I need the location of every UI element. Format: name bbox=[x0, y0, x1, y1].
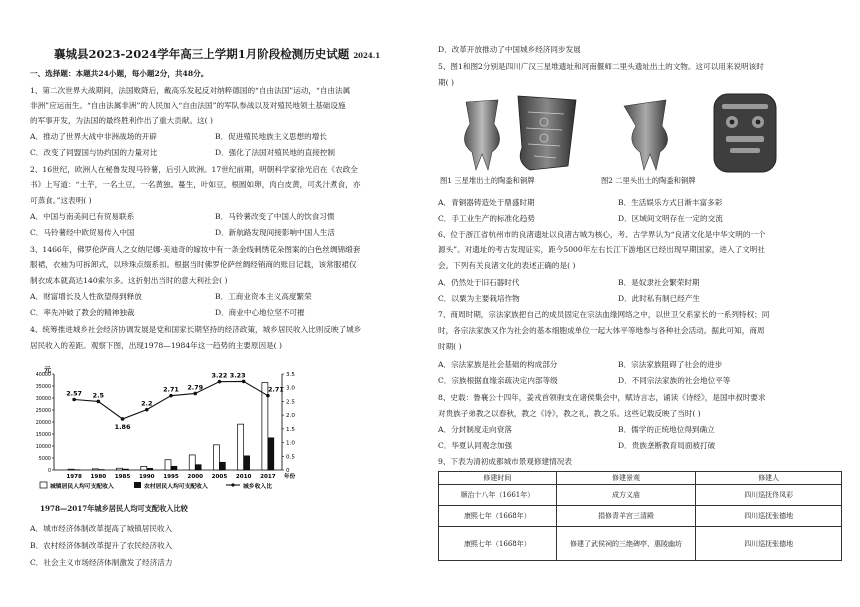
x-tick-label: 1990 bbox=[138, 474, 155, 480]
q6-option-b[interactable]: B．是奴隶社会繁荣时期 bbox=[618, 278, 700, 287]
q6-line: 会。下列有关良渚文化的表述正确的是( ) bbox=[438, 261, 576, 270]
q3-option-a[interactable]: A．财富增长及人性欲望得到释放 bbox=[30, 292, 142, 301]
ratio-point bbox=[193, 392, 197, 396]
q1-line: 1、第二次世界大战期间，法国败降后，戴高乐发起反对纳粹德国的“自由法国”运动，“自由法属 bbox=[30, 86, 351, 95]
table-cell: 四川巡抚张德地 bbox=[696, 506, 842, 527]
table-row bbox=[439, 506, 842, 527]
q1-line: 非洲”应运而生。“自由法属非洲”的人民加入“自由法国”的军队参战以及对殖民地领土基础设施 bbox=[30, 101, 346, 110]
ratio-point bbox=[121, 417, 125, 421]
q3-line: 制衣成本就高达140索尔多。这折射出当时的意大利社会( ) bbox=[30, 276, 228, 285]
y-tick-label-left: 25000 bbox=[35, 409, 51, 414]
table-row bbox=[439, 485, 842, 506]
table-cell: 康熙七年（1668年） bbox=[439, 506, 557, 527]
q8-line: 8、史载：鲁襄公十四年，姜戎首领驹支在诸侯集会中，赋诗言志，诵读《诗经》，是国申叔时要求 bbox=[438, 393, 766, 402]
q6-line: 源头”。对遗址的考古发现证实，距今5000年左右长江下游地区已经出现早期国家，进入了文明社 bbox=[438, 245, 765, 254]
y-tick-label-left: 40000 bbox=[35, 373, 51, 378]
x-tick-label: 2010 bbox=[235, 474, 252, 480]
q2-option-b[interactable]: B．马铃薯改变了中国人的饮食习惯 bbox=[215, 212, 335, 221]
y-axis-left-unit: 元 bbox=[44, 366, 51, 374]
ratio-data-label: 2.57 bbox=[66, 389, 83, 398]
section-heading: 一、选择题：本题共24小题，每小题2分，共48分。 bbox=[30, 69, 209, 78]
q8-option-b[interactable]: B．儒学的正统地位得到确立 bbox=[618, 425, 715, 434]
y-tick-label-right: 1.0 bbox=[286, 440, 295, 447]
table-row bbox=[439, 527, 842, 561]
q7-line: 时，各宗法家族又作为社会的基本细胞成单位一起大体平等地参与各种社会活动。据此可知，商周 bbox=[438, 326, 765, 335]
table-cell: 顺治十八年（1661年） bbox=[439, 485, 557, 506]
ratio-data-label: 2.5 bbox=[92, 391, 104, 400]
table-header-row bbox=[439, 472, 842, 485]
q3-line: 3、1466年，佛罗伦萨商人之女纳尼娜·美迪奇的嫁妆中有一条金线刺绣花朵图案的白色丝绸锦缎套 bbox=[30, 245, 361, 254]
y-tick-label-right: 3.5 bbox=[286, 372, 295, 378]
q6-line: 6、位于浙江省杭州市的良渚遗址以良渚古城为核心，考、古学界认为“良渚文化是中华文明的一个 bbox=[438, 230, 766, 239]
x-tick-label: 2005 bbox=[211, 474, 228, 480]
bar-urban bbox=[165, 460, 171, 470]
q6-option-d[interactable]: D．此时私有制已经产生 bbox=[618, 294, 701, 303]
q7-option-a[interactable]: A．宗法家族是社会基础的构成部分 bbox=[438, 360, 558, 369]
ratio-data-label: 2.71 bbox=[163, 385, 179, 394]
y-tick-label-left: 10000 bbox=[35, 445, 51, 450]
bar-urban bbox=[238, 424, 244, 470]
legend-urban-swatch bbox=[40, 482, 47, 488]
q2-line: 2、16世纪，欧洲人在秘鲁发现马铃薯，后引入欧洲。17世纪前期，明朝科学家徐光启在《农政全 bbox=[30, 165, 358, 174]
q3-option-c[interactable]: C．率先冲破了教会的精神独裁 bbox=[30, 308, 135, 317]
ratio-point bbox=[266, 394, 270, 398]
q9-table bbox=[438, 471, 842, 561]
q4-option-d[interactable]: D．改革开放推动了中国城乡经济同步发展 bbox=[438, 45, 581, 54]
q6-option-c[interactable]: C．以粟为主要栽培作物 bbox=[438, 294, 520, 303]
y-tick-label-left: 15000 bbox=[35, 433, 51, 438]
q4-option-b[interactable]: B．农村经济体制改革提升了农民经济收入 bbox=[30, 541, 173, 550]
q1-option-b[interactable]: B．促进殖民地族主义思想的增长 bbox=[215, 132, 327, 141]
bar-rural bbox=[123, 469, 129, 470]
q8-line: 对贵族子弟教之以春秋，教之《诗》，教之礼，教之乐。这些记载反映了当时( ) bbox=[438, 409, 701, 418]
y-tick-label-left: 0 bbox=[47, 469, 51, 474]
fig1-caption: 图1 三星堆出土的陶盉和铜牌 bbox=[440, 176, 535, 185]
y-tick-label-right: 2.5 bbox=[286, 399, 295, 406]
x-tick-label: 1995 bbox=[163, 474, 179, 480]
legend-urban-label: 城镇居民人均可支配收入 bbox=[50, 484, 114, 490]
y-tick-label-right: 0.5 bbox=[286, 454, 295, 461]
y-tick-label-right: 3.0 bbox=[286, 385, 295, 392]
x-tick-label: 1978 bbox=[66, 474, 82, 480]
q6-option-a[interactable]: A．仍然处于旧石器时代 bbox=[438, 278, 520, 287]
table-cell: 捐修青羊宫三清殿 bbox=[556, 506, 696, 527]
q7-option-d[interactable]: D．不同宗法家族的社会地位平等 bbox=[618, 376, 731, 385]
table-cell: 四川巡抚佟凤彩 bbox=[696, 485, 842, 506]
bar-rural bbox=[219, 462, 225, 470]
x-tick-label: 1985 bbox=[114, 474, 131, 480]
q3-option-b[interactable]: B．工商业资本主义高度繁荣 bbox=[215, 292, 312, 301]
legend-rural-swatch bbox=[134, 482, 141, 488]
q9-line: 9、下表为清初成都城市景观修建情况表 bbox=[438, 457, 572, 466]
q5-line: 期( ) bbox=[438, 78, 454, 87]
y-tick-label-right: 1.5 bbox=[286, 426, 295, 433]
ratio-point bbox=[97, 400, 101, 404]
x-tick-label: 2017 bbox=[260, 474, 276, 480]
table-header: 修建时间 bbox=[439, 472, 557, 485]
table-cell: 康熙七年（1668年） bbox=[439, 527, 557, 561]
y-tick-label-right: 0 bbox=[286, 468, 290, 474]
chart-title: 1978—2017年城乡居民人均可支配收入比较 bbox=[40, 504, 188, 513]
table-header: 修建景观 bbox=[556, 472, 696, 485]
fig2-caption: 图2 二里头出土的陶盉和铜牌 bbox=[601, 176, 696, 185]
ratio-point bbox=[145, 408, 149, 412]
legend-ratio-marker bbox=[231, 483, 234, 486]
y-tick-label-left: 30000 bbox=[35, 397, 51, 402]
ratio-data-label: 2.2 bbox=[141, 399, 153, 408]
ratio-data-label: 3.22 bbox=[211, 371, 228, 380]
q5-option-c[interactable]: C．手工业生产的标准化趋势 bbox=[438, 214, 535, 223]
table-cell: 修建了武侯祠的三绝碑亭、惠陵幽坊 bbox=[556, 527, 696, 561]
q2-option-d[interactable]: D．新航路发现间接影响中国人生活 bbox=[215, 228, 335, 237]
q1-option-c[interactable]: C．改变了同盟国与协约国的力量对比 bbox=[30, 148, 158, 157]
ratio-point bbox=[72, 398, 76, 402]
x-axis-suffix: 年份 bbox=[284, 474, 296, 480]
bar-urban bbox=[68, 469, 74, 470]
q7-line: 时期( ) bbox=[438, 342, 462, 351]
q3-line: 服裙，衣袖为可拆卸式，以珍珠点缀系扣。根据当时佛罗伦萨丝绸经销商的账目记载，该常服裙仅 bbox=[30, 260, 357, 269]
income-chart bbox=[30, 364, 312, 504]
q1-option-d[interactable]: D．强化了法国对殖民地的直接控制 bbox=[215, 148, 335, 157]
q2-line: 书》上写道：“土芋，一名土豆，一名黄独。蔓生，叶如豆，根圆如卵，肉白皮黄，可炙汁煮食，亦 bbox=[30, 180, 361, 189]
sanxingdui-artifacts-image bbox=[448, 92, 598, 174]
chart-labels bbox=[40, 371, 284, 490]
q5-option-a[interactable]: A．青铜器铸造处于鼎盛时期 bbox=[438, 198, 535, 207]
bar-urban bbox=[141, 466, 147, 470]
bar-urban bbox=[92, 469, 98, 470]
ratio-point bbox=[242, 380, 246, 384]
y-tick-label-left: 35000 bbox=[35, 385, 51, 390]
bar-urban bbox=[117, 468, 123, 470]
y-tick-label-left: 5000 bbox=[38, 457, 51, 462]
bar-urban bbox=[189, 455, 195, 470]
bar-urban bbox=[213, 445, 219, 470]
q8-option-c[interactable]: C．华夏认同观念加强 bbox=[438, 441, 513, 450]
q7-line: 7、商周时期，宗法家族把自己的成员固定在宗法血缘网络之中，以世卫父系家长的一系列特权；同 bbox=[438, 310, 770, 319]
q1-line: 的军事开发，为法国的最终胜利作出了重大贡献。这( ) bbox=[30, 116, 213, 125]
bar-rural bbox=[171, 466, 177, 470]
q5-line: 5、图1和图2分别是四川广汉三星堆遗址和河南偃师二里头遗址出土的文物。这可以用来说明该时 bbox=[438, 62, 764, 71]
table-cell: 成方义庙 bbox=[556, 485, 696, 506]
table-cell: 四川巡抚张德地 bbox=[696, 527, 842, 561]
bar-rural bbox=[268, 438, 274, 470]
q1-option-a[interactable]: A．推动了世界大战中非洲战场的开辟 bbox=[30, 132, 157, 141]
ratio-data-label: 3.23 bbox=[229, 371, 246, 380]
ratio-point bbox=[169, 394, 173, 398]
date-tag: 2024.1 bbox=[353, 51, 381, 60]
bar-rural bbox=[195, 465, 201, 470]
q4-option-c[interactable]: C．社会主义市场经济体制激发了经济活力 bbox=[30, 558, 173, 567]
x-tick-label: 1980 bbox=[90, 474, 107, 480]
erlitou-artifacts-image bbox=[614, 92, 824, 174]
q2-option-c[interactable]: C．马铃薯经中欧贸易传入中国 bbox=[30, 228, 135, 237]
q3-option-d[interactable]: D．商业中心地位坚不可摧 bbox=[215, 308, 305, 317]
q4-line: 居民收入的差距。观察下图，出现1978—1984年这一趋势的主要原因是( ) bbox=[30, 341, 283, 350]
q7-option-b[interactable]: B．宗法家族阻碍了社会的进步 bbox=[618, 360, 723, 369]
x-tick-label: 2000 bbox=[187, 474, 204, 480]
ratio-point bbox=[218, 380, 222, 384]
q4-line: 4、统筹推进城乡社会经济协调发展是党和国家长期坚持的经济政策，城乡居民收入比则反映了城乡 bbox=[30, 325, 362, 334]
q8-option-d[interactable]: D．贵族垄断教育局面被打破 bbox=[618, 441, 716, 450]
ratio-data-label: 2.79 bbox=[187, 383, 204, 392]
legend-ratio-label: 城乡收入比 bbox=[243, 484, 272, 490]
q7-option-c[interactable]: C．宗族根据血缘亲疏决定内部等级 bbox=[438, 376, 558, 385]
q2-option-a[interactable]: A．中国与南美间已有贸易联系 bbox=[30, 212, 135, 221]
table-header: 修建人 bbox=[696, 472, 842, 485]
q2-line: 可蒸食。”这表明( ) bbox=[30, 196, 92, 205]
bar-rural bbox=[147, 468, 153, 470]
ratio-data-label: 1.86 bbox=[114, 422, 131, 431]
q4-option-a[interactable]: A．城市经济体制改革提高了城镇居民收入 bbox=[30, 524, 173, 533]
q5-option-b[interactable]: B．生活娱乐方式日渐丰富多彩 bbox=[618, 198, 723, 207]
legend-rural-label: 农村居民人均可支配收入 bbox=[144, 484, 208, 490]
q5-option-d[interactable]: D．区域间文明存在一定的交流 bbox=[618, 214, 723, 223]
ratio-data-label: 2.71 bbox=[267, 385, 284, 394]
q8-option-a[interactable]: A．分封制度走向衰落 bbox=[438, 425, 512, 434]
bar-rural bbox=[244, 456, 250, 470]
y-tick-label-right: 2.0 bbox=[286, 413, 295, 420]
page-title: 襄城县2023-2024学年高三上学期1月阶段检测历史试题 2024.1 bbox=[54, 47, 381, 61]
y-tick-label-left: 20000 bbox=[35, 421, 51, 426]
